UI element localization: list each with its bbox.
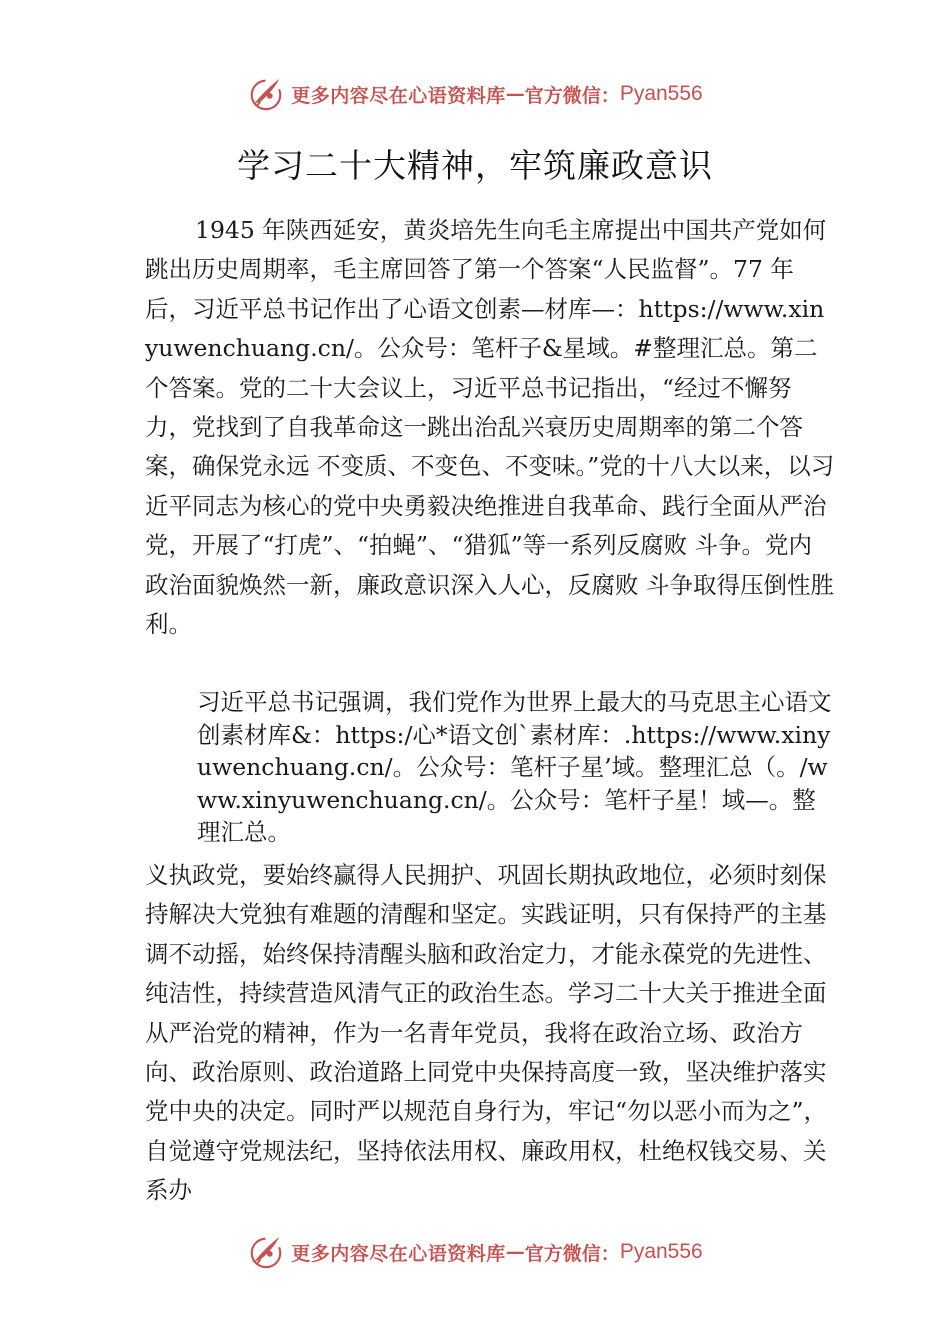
banner-wechat-id: Pyan556 (619, 82, 703, 105)
banner-wechat-label: 官方微信： (524, 84, 620, 107)
banner-wechat-label: 官方微信： (524, 1242, 620, 1265)
pen-logo-icon (247, 75, 285, 113)
banner-text: 更多内容尽在心语资料库 (291, 1242, 506, 1265)
banner-text: 更多内容尽在心语资料库 (291, 84, 506, 107)
indented-paragraph: 习近平总书记强调，我们党作为世界上最大的马克思主心语文创素材库&：https:/心*语文创`素材库：.https://www.xinyuwenchuang.cn/。公众号：笔杆子星’域。整理汇总（。/www.xinyuwenchuang.cn/。公众号：笔杆子星！域—。整理汇总。 (197, 688, 832, 847)
banner-separator: — (505, 83, 525, 105)
banner-separator: — (505, 1241, 525, 1263)
pen-logo-icon (247, 1233, 285, 1271)
paragraph-1: 1945 年陕西延安，黄炎培先生向毛主席提出中国共产党如何跳出历史周期率，毛主席回答了第一个答案“人民监督”。77 年后，习近平总书记作出了心语文创素—材库—：https://www.xinyuwenchuang.cn/。公众号：笔杆子&星域。#整理汇总。第二个答案。党的二十大会议上，习近平总书记指出，“经过不懈努力，党找到了自我革命这一跳出治乱兴衰历史周期率的第二个答案，确保党永远 不变质、不变色、不变味。”党的十八大以来，以习近平同志为核心的党中央勇毅决绝推进自我革命、践行全面从严治 党，开展了“打虎”、“拍蝇”、“猎狐”等一系列反腐败 斗争。党内政治面貌焕然一新，廉政意识深入人心，反腐败 斗争取得压倒性胜利。 (145, 216, 835, 639)
banner-wechat-id: Pyan556 (619, 1240, 703, 1263)
document-title: 学习二十大精神，牢筑廉政意识 (237, 146, 713, 185)
header-banner (0, 72, 950, 116)
footer-banner (0, 1230, 950, 1274)
paragraph-3: 义执政党，要始终赢得人民拥护、巩固长期执政地位，必须时刻保持解决大党独有难题的清醒和坚定。实践证明，只有保持严的主基调不动摇，始终保持清醒头脑和政治定力，才能永葆党的先进性、纯洁性，持续营造风清气正的政治生态。学习二十大关于推进全面从严治党的精神，作为一名青年党员，我将在政治立场、政治方向、政治原则、政治道路上同党中央保持高度一致，坚决维护落实党中央的决定。同时严以规范自身行为，牢记“勿以恶小而为之”，自觉遵守党规法纪，坚持依法用权、廉政用权，杜绝权钱交易、关系办 (145, 861, 828, 1205)
